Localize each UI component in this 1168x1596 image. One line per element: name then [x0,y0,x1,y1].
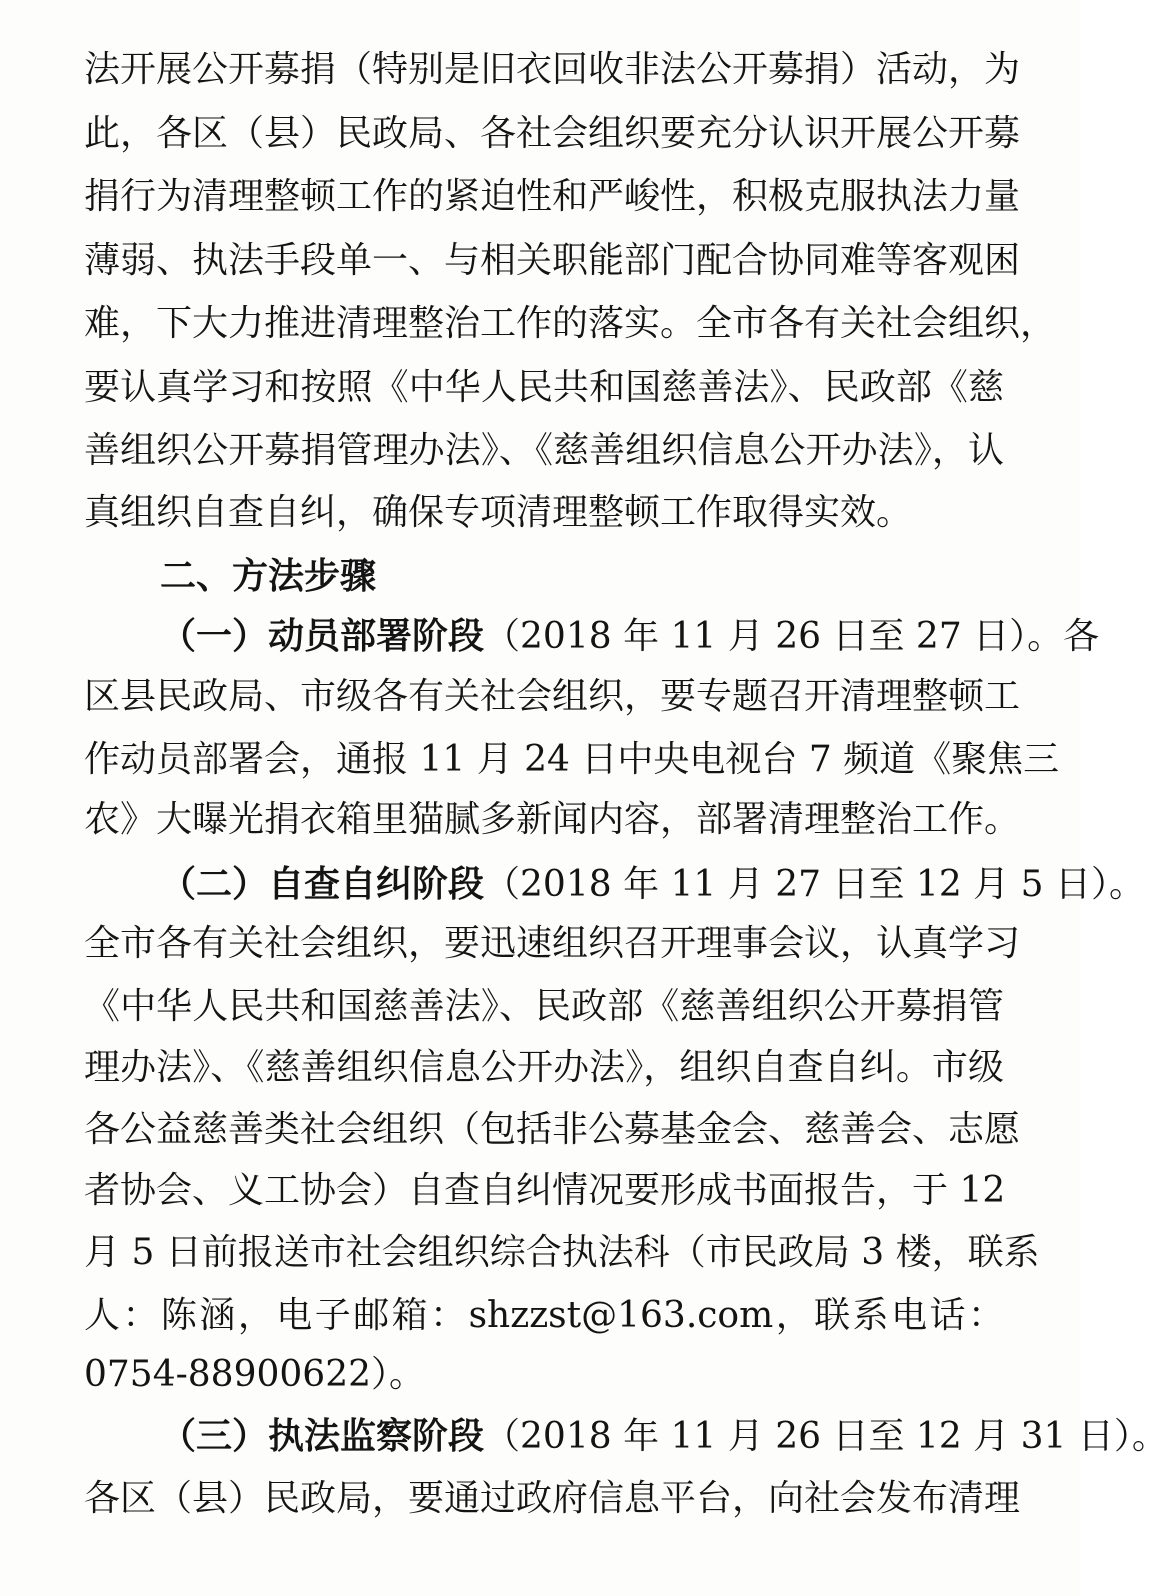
body-line: 法开展公开募捐（特别是旧衣回收非法公开募捐）活动，为 [84,49,1021,90]
body-line: 理办法》、《慈善组织信息公开办法》，组织自查自纠。市级 [84,1047,1004,1088]
body-line: 人：陈涵，电子邮箱：shzzst@163.com，联系电话： [84,1295,1004,1336]
body-line: 薄弱、执法手段单一、与相关职能部门配合协同难等客观困 [84,240,1021,281]
body-line: 捐行为清理整顿工作的紧迫性和严峻性，积极克服执法力量 [84,176,1021,217]
stage1-heading-line [160,604,1100,668]
stage2-heading-line [160,852,1145,916]
body-line: 月 5 日前报送市社会组织综合执法科（市民政局 3 楼，联系 [84,1232,1040,1273]
body-line: 作动员部署会，通报 11 月 24 日中央电视台 7 频道《聚焦三 [84,739,1060,780]
stage3-title: （三）执法监察阶段 [160,1415,485,1457]
stage3-heading-line [160,1404,1168,1468]
body-line: 0754-88900622）。 [84,1354,426,1395]
body-line: 善组织公开募捐管理办法》、《慈善组织信息公开办法》，认 [84,430,1004,471]
body-line: 《中华人民共和国慈善法》、民政部《慈善组织公开募捐管 [84,986,1004,1027]
body-line: 区县民政局、市级各有关社会组织，要专题召开清理整顿工 [84,676,1021,717]
stage2-date: （2018 年 11 月 27 日至 12 月 5 日）。 [484,864,1145,905]
body-line: 农》大曝光捐衣箱里猫腻多新闻内容，部署清理整治工作。 [84,799,1021,840]
body-line: 此，各区（县）民政局、各社会组织要充分认识开展公开募 [84,113,1021,154]
body-line: 难，下大力推进清理整治工作的落实。全市各有关社会组织， [84,303,1057,344]
section-heading: 二、方法步骤 [160,556,377,597]
body-line: 真组织自查自纠，确保专项清理整顿工作取得实效。 [84,492,913,533]
body-line: 各区（县）民政局，要通过政府信息平台，向社会发布清理 [84,1478,1021,1519]
body-line: 全市各有关社会组织，要迅速组织召开理事会议，认真学习 [84,923,1021,964]
stage1-date: （2018 年 11 月 26 日至 27 日）。各 [484,616,1100,657]
stage2-title: （二）自查自纠阶段 [160,863,485,905]
stage3-date: （2018 年 11 月 26 日至 12 月 31 日）。 [484,1416,1168,1457]
body-line: 要认真学习和按照《中华人民共和国慈善法》、民政部《慈 [84,367,1004,408]
body-line: 者协会、义工协会）自查自纠情况要形成书面报告，于 12 [84,1170,1006,1211]
stage1-title: （一）动员部署阶段 [160,615,485,657]
body-line: 各公益慈善类社会组织（包括非公募基金会、慈善会、志愿 [84,1109,1021,1150]
